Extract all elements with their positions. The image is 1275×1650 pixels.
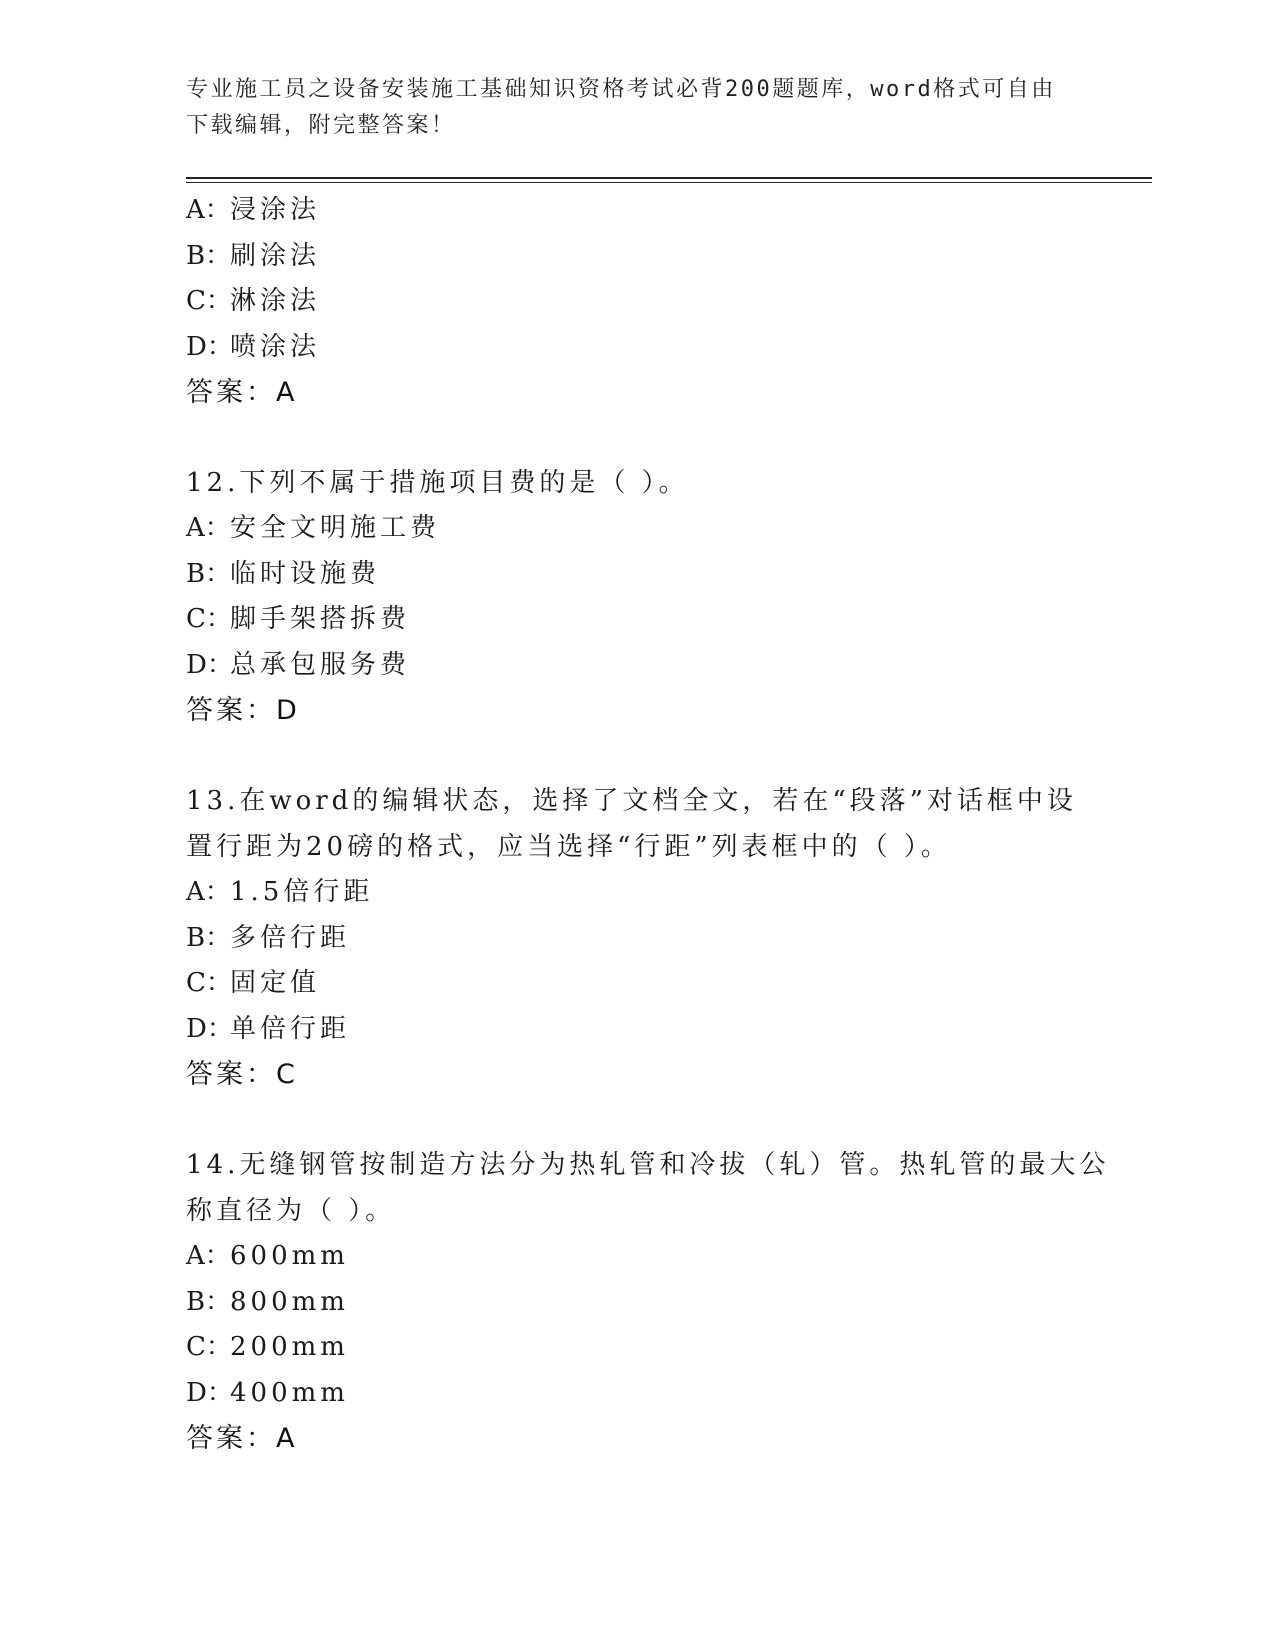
option-b — [186, 916, 1086, 962]
option-letter: B： — [186, 558, 232, 589]
question-text-line-1: 14.无缝钢管按制造方法分为热轧管和冷拔（轧）管。热轧管的最大公 — [186, 1150, 1110, 1180]
question-text-line-1: 13.在word的编辑状态，选择了文档全文，若在“段落”对话框中设 — [186, 786, 1077, 816]
option-a — [186, 1234, 1086, 1280]
header-rule-thick — [186, 177, 1152, 179]
option-text: 总承包服务费 — [230, 649, 411, 680]
document-header — [186, 72, 1066, 144]
question-spacer — [186, 416, 1086, 460]
option-d — [186, 1007, 1086, 1053]
answer-label: 答案： — [186, 377, 276, 408]
option-letter: D： — [186, 331, 233, 362]
answer-line — [186, 1052, 1086, 1098]
option-a — [186, 870, 1086, 916]
option-letter: A： — [186, 513, 231, 543]
option-a — [186, 188, 1086, 234]
option-text: 800mm — [230, 1286, 349, 1317]
option-letter: C： — [186, 604, 232, 634]
option-text: 刷涂法 — [230, 240, 321, 271]
option-text: 安全文明施工费 — [230, 513, 441, 543]
question-spacer — [186, 734, 1086, 778]
option-text: 1.5倍行距 — [230, 877, 374, 907]
option-d — [186, 325, 1086, 371]
answer-value: A — [276, 377, 298, 408]
option-text: 400mm — [230, 1377, 349, 1408]
answer-value: C — [276, 1059, 298, 1090]
option-c — [186, 597, 1086, 643]
option-letter: D： — [186, 1013, 233, 1044]
option-letter: B： — [186, 240, 232, 271]
question-spacer — [186, 1098, 1086, 1142]
question-text-line-2: 称直径为（ ）。 — [186, 1196, 396, 1226]
option-letter: D： — [186, 1377, 233, 1408]
option-text: 脚手架搭拆费 — [230, 604, 411, 634]
option-text: 固定值 — [230, 968, 321, 998]
header-line-2: 下载编辑，附完整答案！ — [186, 113, 456, 138]
option-letter: C： — [186, 968, 232, 998]
question-13 — [186, 778, 1086, 1098]
answer-label: 答案： — [186, 1059, 276, 1090]
answer-line — [186, 688, 1086, 734]
option-letter: A： — [186, 1241, 231, 1271]
question-12 — [186, 460, 1086, 734]
question-text-line-2: 置行距为20磅的格式，应当选择“行距”列表框中的（ ）。 — [186, 832, 951, 862]
option-text: 600mm — [230, 1241, 349, 1271]
option-b — [186, 552, 1086, 598]
answer-label: 答案： — [186, 1423, 276, 1454]
option-text: 多倍行距 — [230, 922, 351, 953]
option-letter: A： — [186, 195, 231, 225]
option-text: 喷涂法 — [230, 331, 321, 362]
option-letter: B： — [186, 1286, 232, 1317]
option-b — [186, 234, 1086, 280]
question-text: 12.下列不属于措施项目费的是（ ）。 — [186, 468, 689, 498]
question-11 — [186, 188, 1086, 416]
answer-value: D — [276, 695, 300, 726]
option-c — [186, 279, 1086, 325]
option-letter: C： — [186, 286, 232, 316]
answer-value: A — [276, 1423, 298, 1454]
option-letter: A： — [186, 877, 231, 907]
header-line-1: 专业施工员之设备安装施工基础知识资格考试必背200题题库，word格式可自由 — [186, 77, 1056, 102]
answer-line — [186, 1416, 1086, 1462]
option-a — [186, 506, 1086, 552]
option-letter: B： — [186, 922, 232, 953]
option-b — [186, 1280, 1086, 1326]
question-14 — [186, 1142, 1110, 1462]
option-text: 200mm — [230, 1332, 349, 1362]
option-letter: D： — [186, 649, 233, 680]
option-text: 淋涂法 — [230, 286, 321, 316]
option-letter: C： — [186, 1332, 232, 1362]
option-c — [186, 1325, 1086, 1371]
answer-line — [186, 370, 1086, 416]
answer-label: 答案： — [186, 695, 276, 726]
option-text: 浸涂法 — [230, 195, 321, 225]
option-text: 单倍行距 — [230, 1013, 351, 1044]
option-c — [186, 961, 1086, 1007]
header-rule-thin — [186, 182, 1152, 183]
option-text: 临时设施费 — [230, 558, 381, 589]
option-d — [186, 1371, 1086, 1417]
option-d — [186, 643, 1086, 689]
question-list — [186, 188, 1110, 1462]
